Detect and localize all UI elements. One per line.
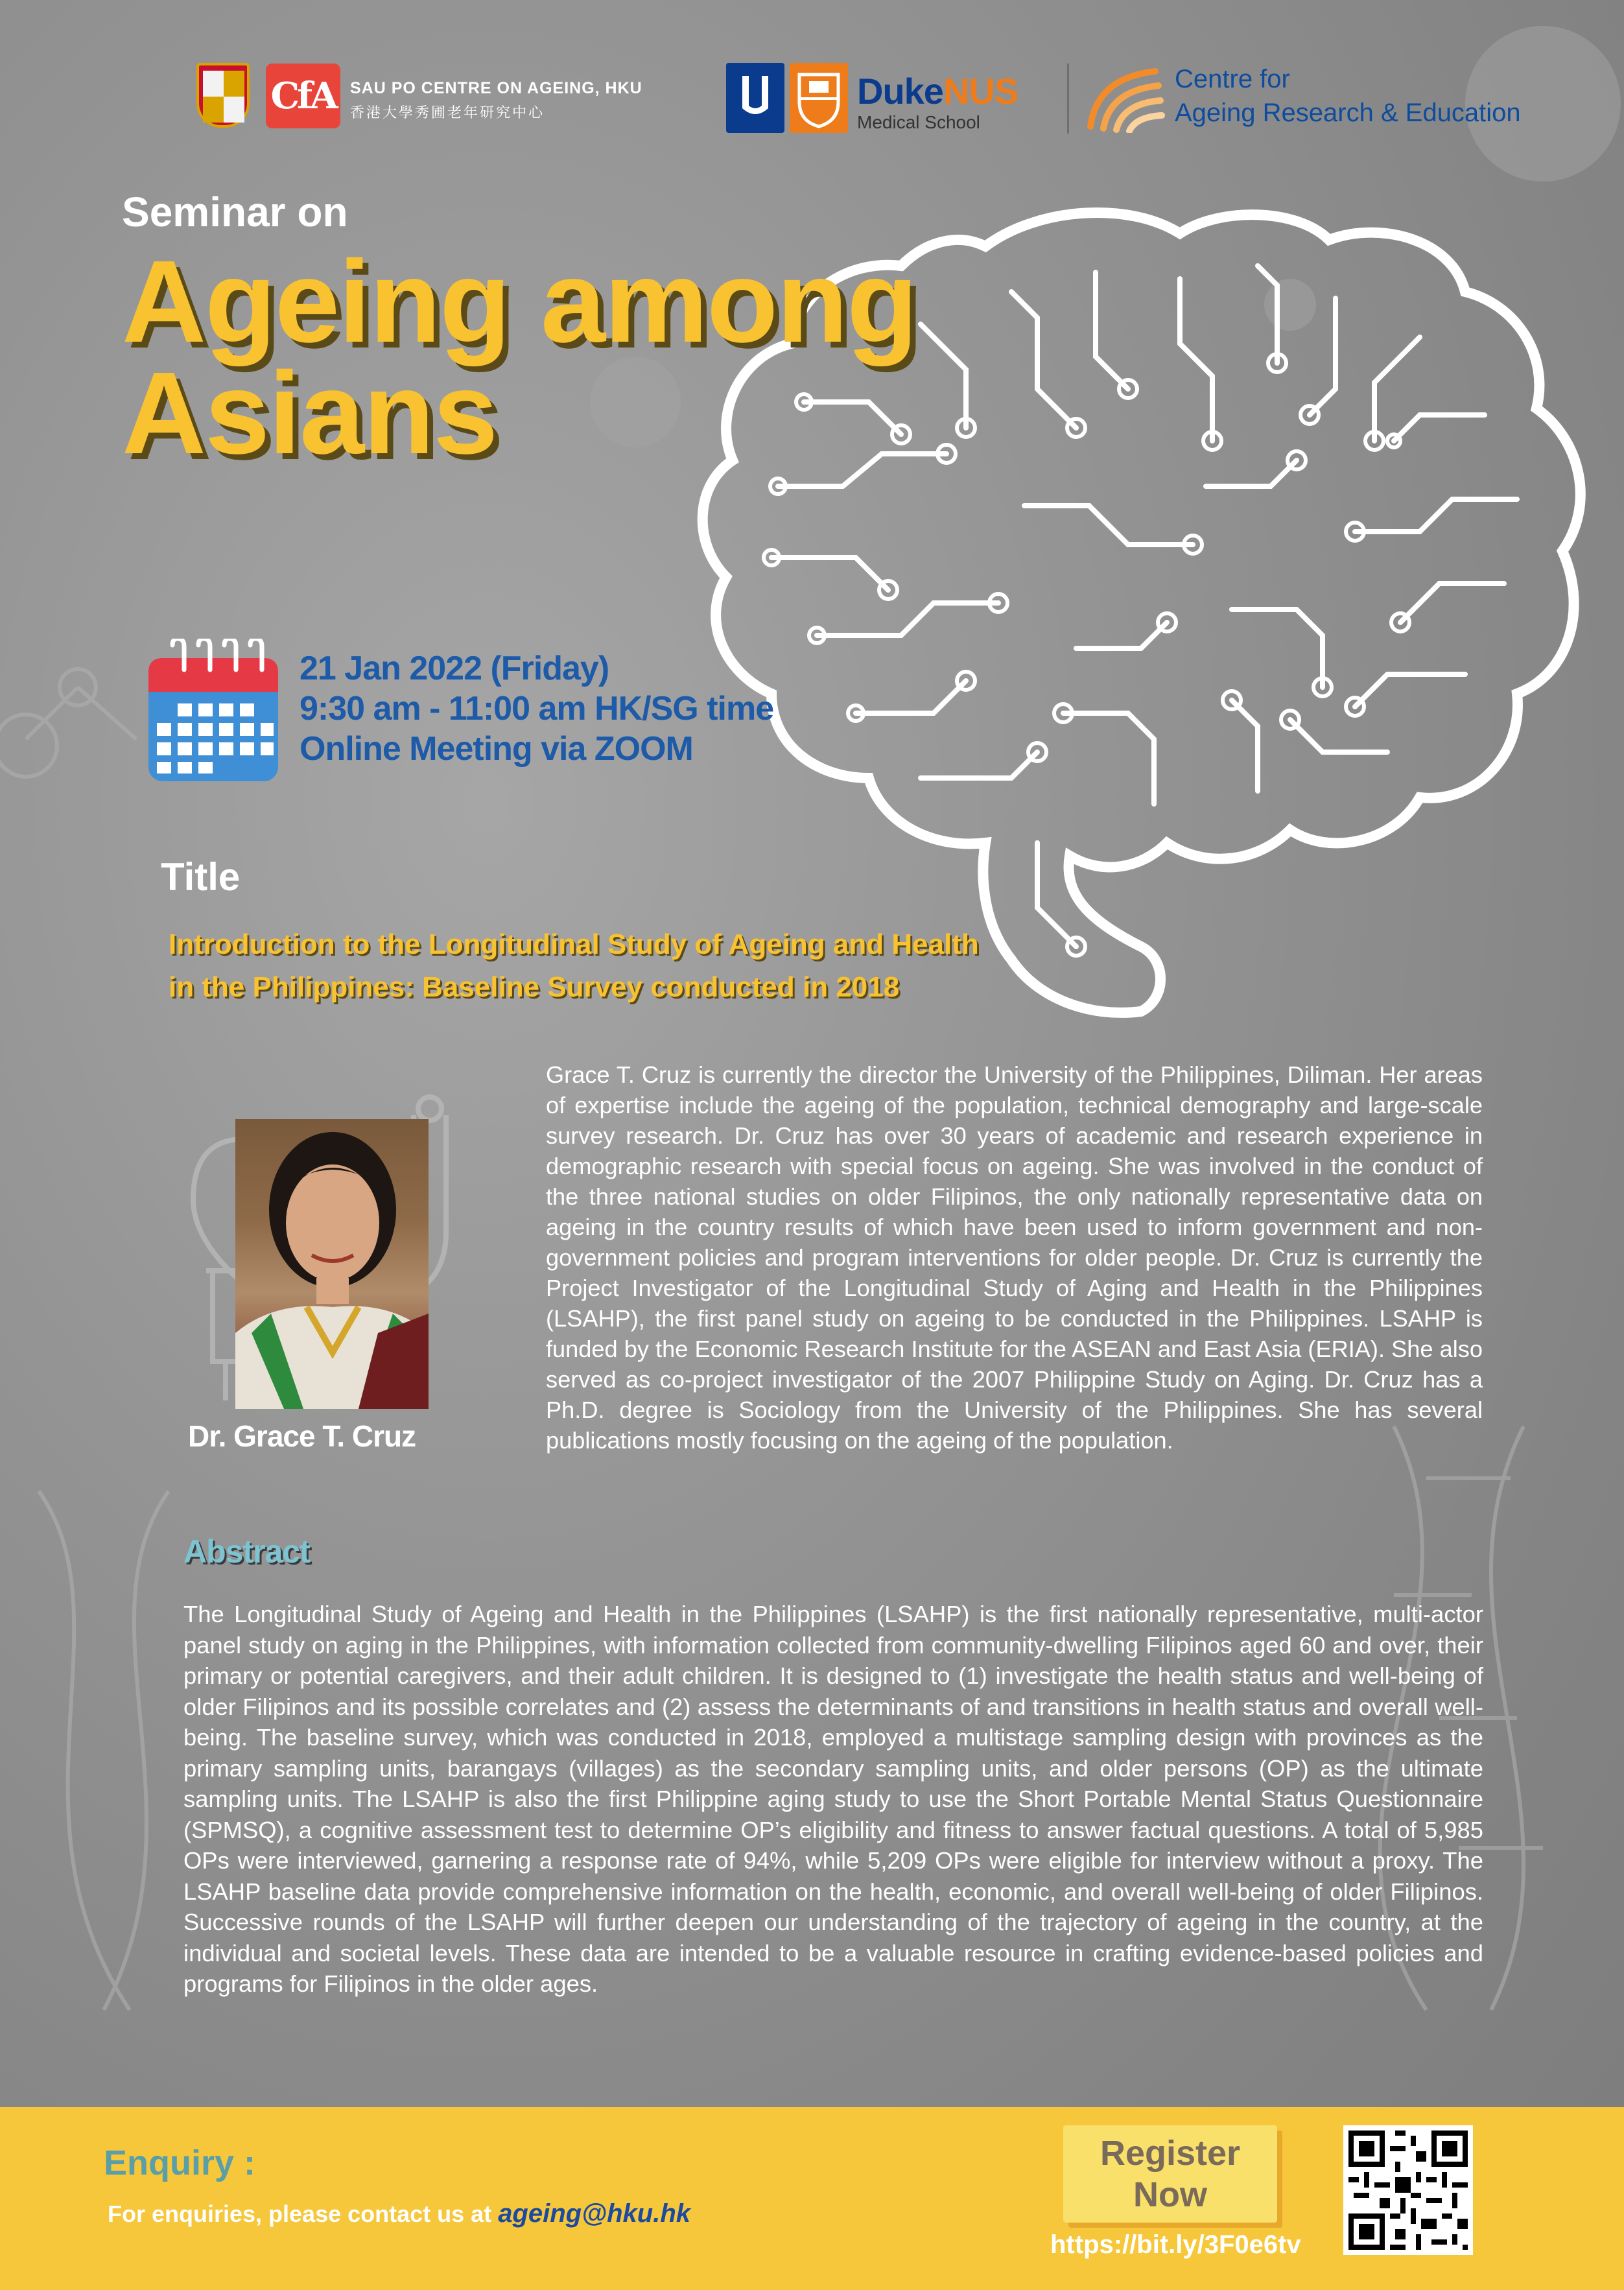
speaker-name: Dr. Grace T. Cruz: [188, 1419, 416, 1453]
hku-crest-logo: [196, 63, 250, 128]
cfa-logo: CfA: [266, 64, 340, 128]
qr-code-icon[interactable]: [1343, 2125, 1473, 2255]
enquiry-email-link[interactable]: ageing@hku.hk: [498, 2199, 691, 2228]
duke-nus-shields-logo: [726, 63, 853, 133]
event-details: [300, 648, 773, 769]
register-url-link[interactable]: https://bit.ly/3F0e6tv: [1050, 2230, 1301, 2259]
register-now-button[interactable]: Register Now: [1063, 2125, 1277, 2223]
talk-title: [169, 923, 1206, 1009]
duke-nus-name: DukeNUS: [857, 71, 1018, 112]
sau-po-centre-chinese-name: 香港大學秀圃老年研究中心: [350, 104, 545, 121]
speaker-photo: [235, 1119, 429, 1409]
calendar-icon: [147, 639, 280, 783]
duke-shield-icon: [726, 63, 784, 133]
event-time: 9:30 am - 11:00 am HK/SG time: [300, 690, 774, 727]
event-venue: Online Meeting via ZOOM: [300, 730, 693, 768]
enquiry-label: Enquiry :: [104, 2143, 256, 2182]
talk-title-line1: Introduction to the Longitudinal Study of Ageing and Health: [169, 928, 979, 960]
nus-shield-icon: [790, 63, 848, 133]
talk-title-line2: in the Philippines: Baseline Survey conducted in 2018: [169, 971, 900, 1003]
main-title-line2: Asians: [122, 348, 497, 478]
header-divider: [1067, 64, 1069, 134]
care-centre-name: Centre for Ageing Research & Education: [1175, 65, 1521, 127]
abstract-text: The Longitudinal Study of Ageing and Health in the Philippines (LSAHP) is the first nationally representative, multi-actor panel study on aging in the Philippines, with information collected from community-dwelling Filipinos aged 60 and over, their primary or potential caregivers, and their adult children. It is designed to (1) investigate the health status and well-being of older Filipinos and its possible correlates and (2) assess the determinants of and transitions in health status and overall well-being. The baseline survey, which was conducted in 2018, employed a multistage sampling design with provinces as the primary sampling units, barangays (villages) as the secondary sampling units, and older persons (OP) as the ultimate sampling units. The LSAHP is also the first Philippine aging study to use the Short Portable Mental Status Questionnaire (SPMSQ), a cognitive assessment test to determine OP’s eligibility and fitness to answer factual questions. A total of 5,985 OPs were interviewed, garnering a response rate of 94%, while 5,209 OPs were eligible for interview without a proxy. The LSAHP baseline data provide comprehensive information on the health, economic, and overall well-being of older Filipinos. Successive rounds of the LSAHP will further deepen our understanding of the trajectory of ageing in the country, at the individual and societal levels. These data are intended to be a valuable resource in crafting evidence-based policies and programs for Filipinos in the older ages.: [183, 1601, 1483, 1997]
enquiry-text: For enquiries, please contact us at ageing@hku.hk: [108, 2199, 691, 2228]
abstract-label: Abstract: [183, 1533, 310, 1570]
sau-po-centre-name: SAU PO CENTRE ON AGEING, HKU: [350, 79, 642, 97]
duke-nus-subtitle: Medical School: [857, 112, 980, 132]
main-title-line1: Ageing among: [122, 237, 917, 367]
speaker-bio: Grace T. Cruz is currently the director the University of the Philippines, Diliman. Her areas of expertise include the ageing of the population, technical demography and large-scale survey research. Dr. Cruz has over 30 years of academic and research experience in demographic research with special focus on ageing. She was involved in the conduct of the three national studies on older Filipinos, the only nationally representative data on ageing in the country results of which have been used to inform government and non-government policies and program interventions for older people. Dr. Cruz is currently the Project Investigator of the Longitudinal Study of Aging and Health in the Philippines (LSAHP), the first panel study on ageing to be conducted in the Philippines. LSAHP is funded by the Economic Research Institute for the ASEAN and East Asia (ERIA). She also served as co-project investigator of the 2007 Philippine Study on Aging. Dr. Cruz has a Ph.D. degree is Sociology from the University of the Philippines. She has several publications mostly focusing on the ageing of the population.: [546, 1061, 1483, 1454]
seminar-label: Seminar on: [122, 189, 348, 235]
title-label: Title: [161, 855, 241, 899]
care-logo-mark-icon: [1084, 65, 1168, 133]
event-date: 21 Jan 2022 (Friday): [300, 650, 609, 687]
main-title: [122, 237, 1224, 478]
